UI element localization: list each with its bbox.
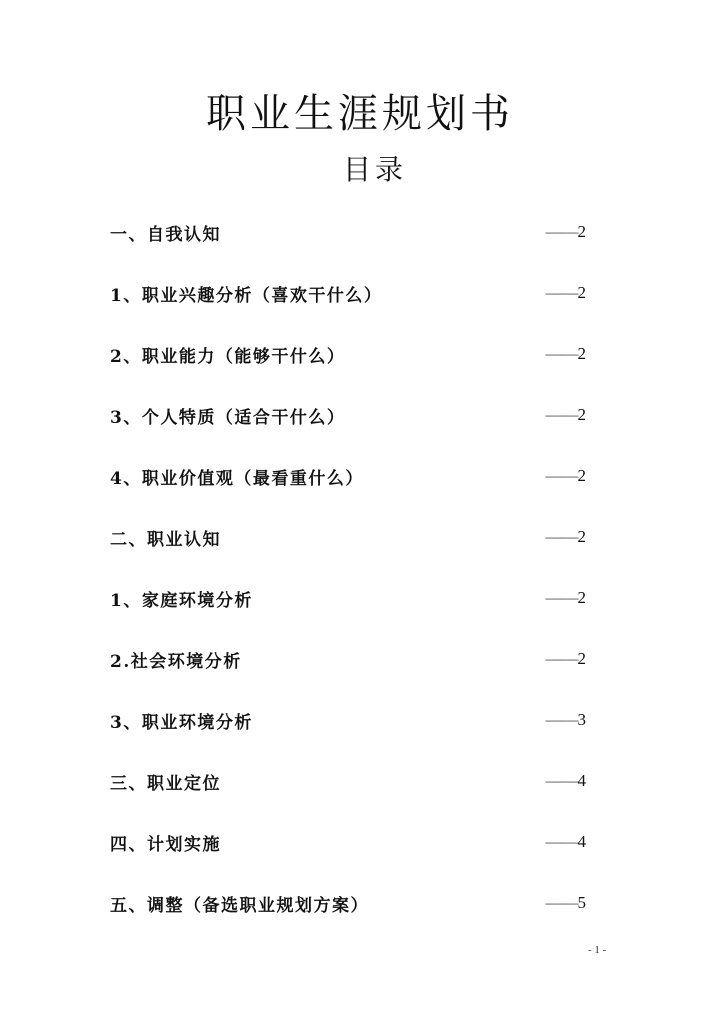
- leader-dash: ——: [545, 283, 578, 302]
- toc-entry-label: 三、职业定位: [110, 773, 221, 794]
- toc-entry[interactable]: [110, 278, 586, 308]
- toc-entry-page: [546, 893, 587, 913]
- leader-dash: ——: [545, 771, 578, 790]
- page-ref: 2: [577, 222, 586, 241]
- toc-heading: 目录: [342, 153, 407, 186]
- page-ref: 2: [577, 283, 586, 302]
- page-ref: 4: [577, 832, 586, 851]
- toc-entry-page: [546, 283, 587, 303]
- toc-entry-label: 3、个人特质（适合干什么）: [110, 407, 346, 428]
- leader-dash: ——: [545, 405, 578, 424]
- toc-entry-label: 1、职业兴趣分析（喜欢干什么）: [110, 285, 383, 306]
- toc-entry-label: 四、计划实施: [110, 834, 221, 855]
- toc-entry[interactable]: [110, 888, 586, 918]
- leader-dash: ——: [545, 893, 578, 912]
- leader-dash: ——: [545, 527, 578, 546]
- toc-entry[interactable]: [110, 827, 586, 857]
- toc-entry[interactable]: [110, 217, 586, 247]
- toc-entry-label: 五、调整（备选职业规划方案）: [110, 895, 369, 916]
- page-ref: 2: [577, 527, 586, 546]
- toc-entry-label: 1、家庭环境分析: [110, 590, 253, 611]
- toc-entry-page: [546, 832, 587, 852]
- toc-entry[interactable]: [110, 522, 586, 552]
- toc-entry[interactable]: [110, 339, 586, 369]
- document-title: 职业生涯规划书: [206, 91, 514, 137]
- leader-dash: ——: [545, 588, 578, 607]
- page-ref: 5: [577, 893, 586, 912]
- leader-dash: ——: [545, 466, 578, 485]
- page-ref: 2: [577, 344, 586, 363]
- toc-entry-label: 3、职业环境分析: [110, 712, 253, 733]
- toc-entry-page: [546, 466, 587, 486]
- toc-entry-page: [546, 771, 587, 791]
- page-ref: 2: [577, 405, 586, 424]
- leader-dash: ——: [545, 710, 578, 729]
- leader-dash: ——: [545, 344, 578, 363]
- page-ref: 3: [577, 710, 586, 729]
- toc-entry-label: 一、自我认知: [110, 224, 221, 245]
- toc-entry-page: [546, 588, 587, 608]
- page-ref: 2: [577, 588, 586, 607]
- leader-dash: ——: [545, 832, 578, 851]
- toc-entry-page: [546, 222, 587, 242]
- toc-entry[interactable]: [110, 461, 586, 491]
- toc-entry[interactable]: [110, 583, 586, 613]
- toc-entry-label: 2.社会环境分析: [110, 651, 242, 672]
- toc-entry[interactable]: [110, 644, 586, 674]
- toc-entry-label: 2、职业能力（能够干什么）: [110, 346, 346, 367]
- leader-dash: ——: [545, 222, 578, 241]
- toc-entry-page: [546, 710, 587, 730]
- page-ref: 2: [577, 649, 586, 668]
- toc-entry[interactable]: [110, 766, 586, 796]
- page-ref: 4: [577, 771, 586, 790]
- toc-entry-label: 4、职业价值观（最看重什么）: [110, 468, 364, 489]
- toc-entry-label: 二、职业认知: [110, 529, 221, 550]
- toc-entry[interactable]: [110, 400, 586, 430]
- toc-entry-page: [546, 649, 587, 669]
- toc-entry-page: [546, 405, 587, 425]
- leader-dash: ——: [545, 649, 578, 668]
- page-ref: 2: [577, 466, 586, 485]
- page-number-footer: - 1 -: [588, 944, 607, 956]
- toc-entry[interactable]: [110, 705, 586, 735]
- toc-entry-page: [546, 527, 587, 547]
- toc-entry-page: [546, 344, 587, 364]
